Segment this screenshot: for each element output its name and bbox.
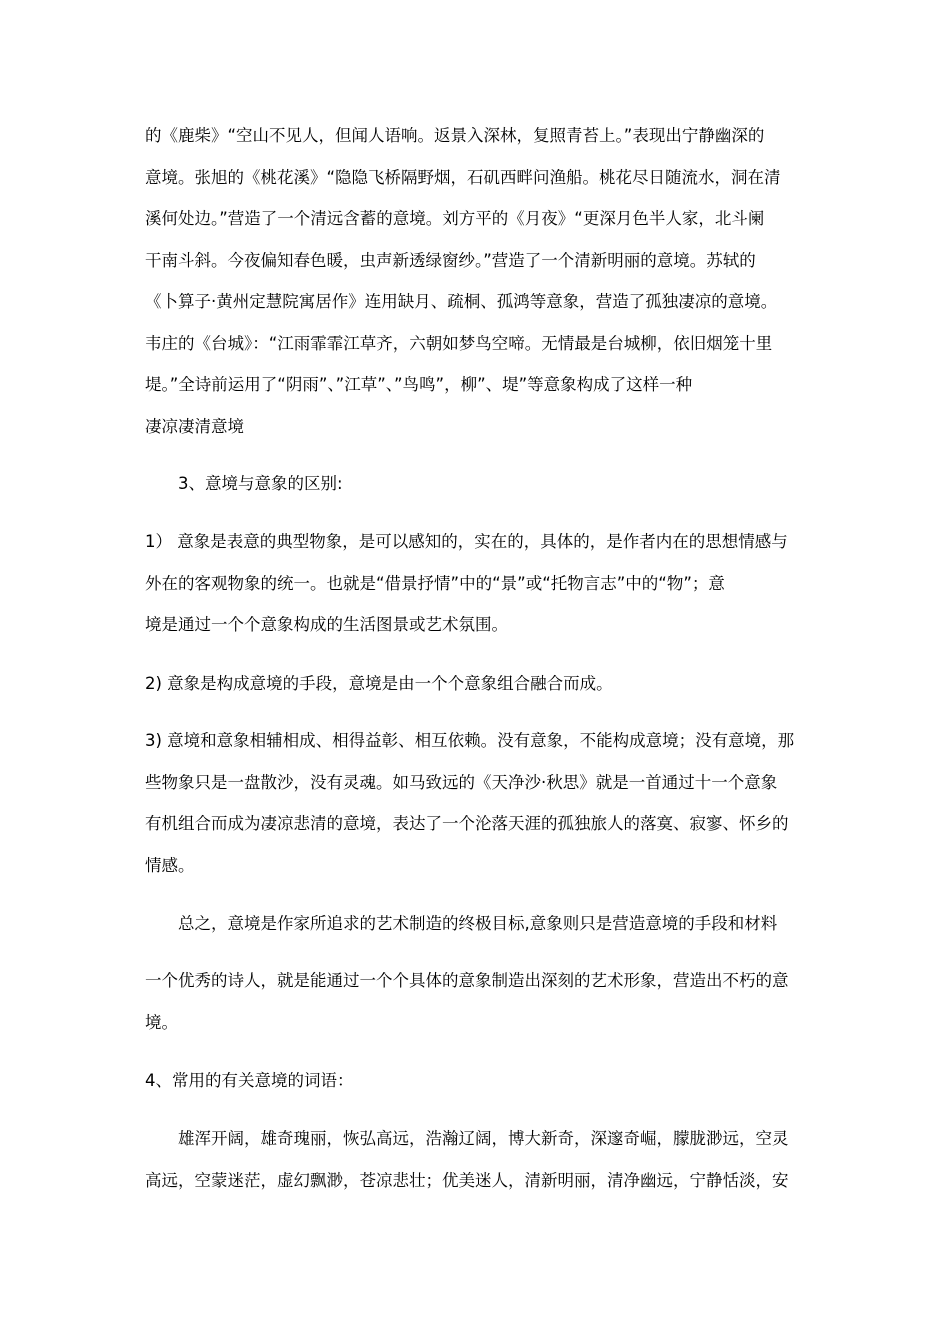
text-line: 干南斗斜。今夜偏知春色暖，虫声新透绿窗纱。”营造了一个清新明丽的意境。苏轼的 — [145, 250, 756, 270]
text-line: 有机组合而成为凄凉悲清的意境，表达了一个沦落天涯的孤独旅人的落寞、寂寥、怀乡的 — [145, 814, 789, 833]
paragraph-poem-examples — [145, 115, 810, 447]
text-line: 凄凉凄清意境 — [145, 416, 244, 436]
paragraph-point-2 — [145, 663, 810, 705]
text-line: 雄浑开阔，雄奇瑰丽，恢弘高远，浩瀚辽阔，博大新奇，深邃奇崛，朦胧渺远，空灵 — [178, 1129, 789, 1148]
text-line: 的《鹿柴》“空山不见人，但闻人语响。返景入深林，复照青苔上。”表现出宁静幽深的 — [145, 126, 765, 145]
text-line: 总之，意境是作家所追求的艺术制造的终极目标,意象则只是营造意境的手段和材料 — [178, 914, 778, 933]
section-heading-difference — [178, 463, 843, 505]
paragraph-poet — [145, 960, 810, 1043]
text-line: 境是通过一个个意象构成的生活图景或艺术氛围。 — [145, 615, 508, 634]
paragraph-point-1 — [145, 521, 810, 646]
text-line: 1） 意象是表意的典型物象，是可以感知的，实在的，具体的，是作者内在的思想情感与 — [145, 532, 788, 551]
text-line: 《卜算子·黄州定慧院寓居作》连用缺月、疏桐、孤鸿等意象，营造了孤独凄凉的意境。 — [145, 292, 778, 311]
text-line: 情感。 — [145, 855, 195, 875]
text-line: 些物象只是一盘散沙，没有灵魂。如马致远的《天净沙·秋思》就是一首通过十一个意象 — [145, 772, 778, 792]
section-heading-vocabulary — [145, 1060, 810, 1102]
text-line: 韦庄的《台城》：“江雨霏霏江草齐，六朝如梦鸟空啼。无情最是台城柳，依旧烟笼十里 — [145, 333, 773, 353]
text-line: 3) 意境和意象相辅相成、相得益彰、相互依赖。没有意象，不能构成意境；没有意境，那 — [145, 731, 795, 750]
heading-text: 4、常用的有关意境的词语： — [145, 1071, 354, 1090]
paragraph-point-3 — [145, 720, 810, 886]
text-line: 堤。”全诗前运用了“阴雨”、”江草”、”鸟鸣”，柳”、堤”等意象构成了这样一种 — [145, 375, 693, 394]
paragraph-summary — [178, 903, 843, 945]
text-line: 意境。张旭的《桃花溪》“隐隐飞桥隔野烟，石矶西畔问渔船。桃花尽日随流水，洞在清 — [145, 167, 781, 187]
text-line: 外在的客观物象的统一。也就是“借景抒情”中的“景”或“托物言志”中的“物”；意 — [145, 573, 725, 593]
text-line: 高远，空蒙迷茫，虚幻飘渺，苍凉悲壮；优美迷人，清新明丽，清净幽远，宁静恬淡，安 — [145, 1170, 789, 1190]
heading-text: 3、意境与意象的区别: — [178, 474, 343, 493]
text-line: 一个优秀的诗人，就是能通过一个个具体的意象制造出深刻的艺术形象，营造出不朽的意 — [145, 971, 789, 990]
text-line: 2) 意象是构成意境的手段，意境是由一个个意象组合融合而成。 — [145, 674, 613, 693]
paragraph-vocabulary — [145, 1118, 810, 1201]
text-line: 溪何处边。”营造了一个清远含蓄的意境。刘方平的《月夜》“更深月色半人家，北斗阑 — [145, 209, 765, 228]
text-line: 境。 — [145, 1012, 178, 1032]
